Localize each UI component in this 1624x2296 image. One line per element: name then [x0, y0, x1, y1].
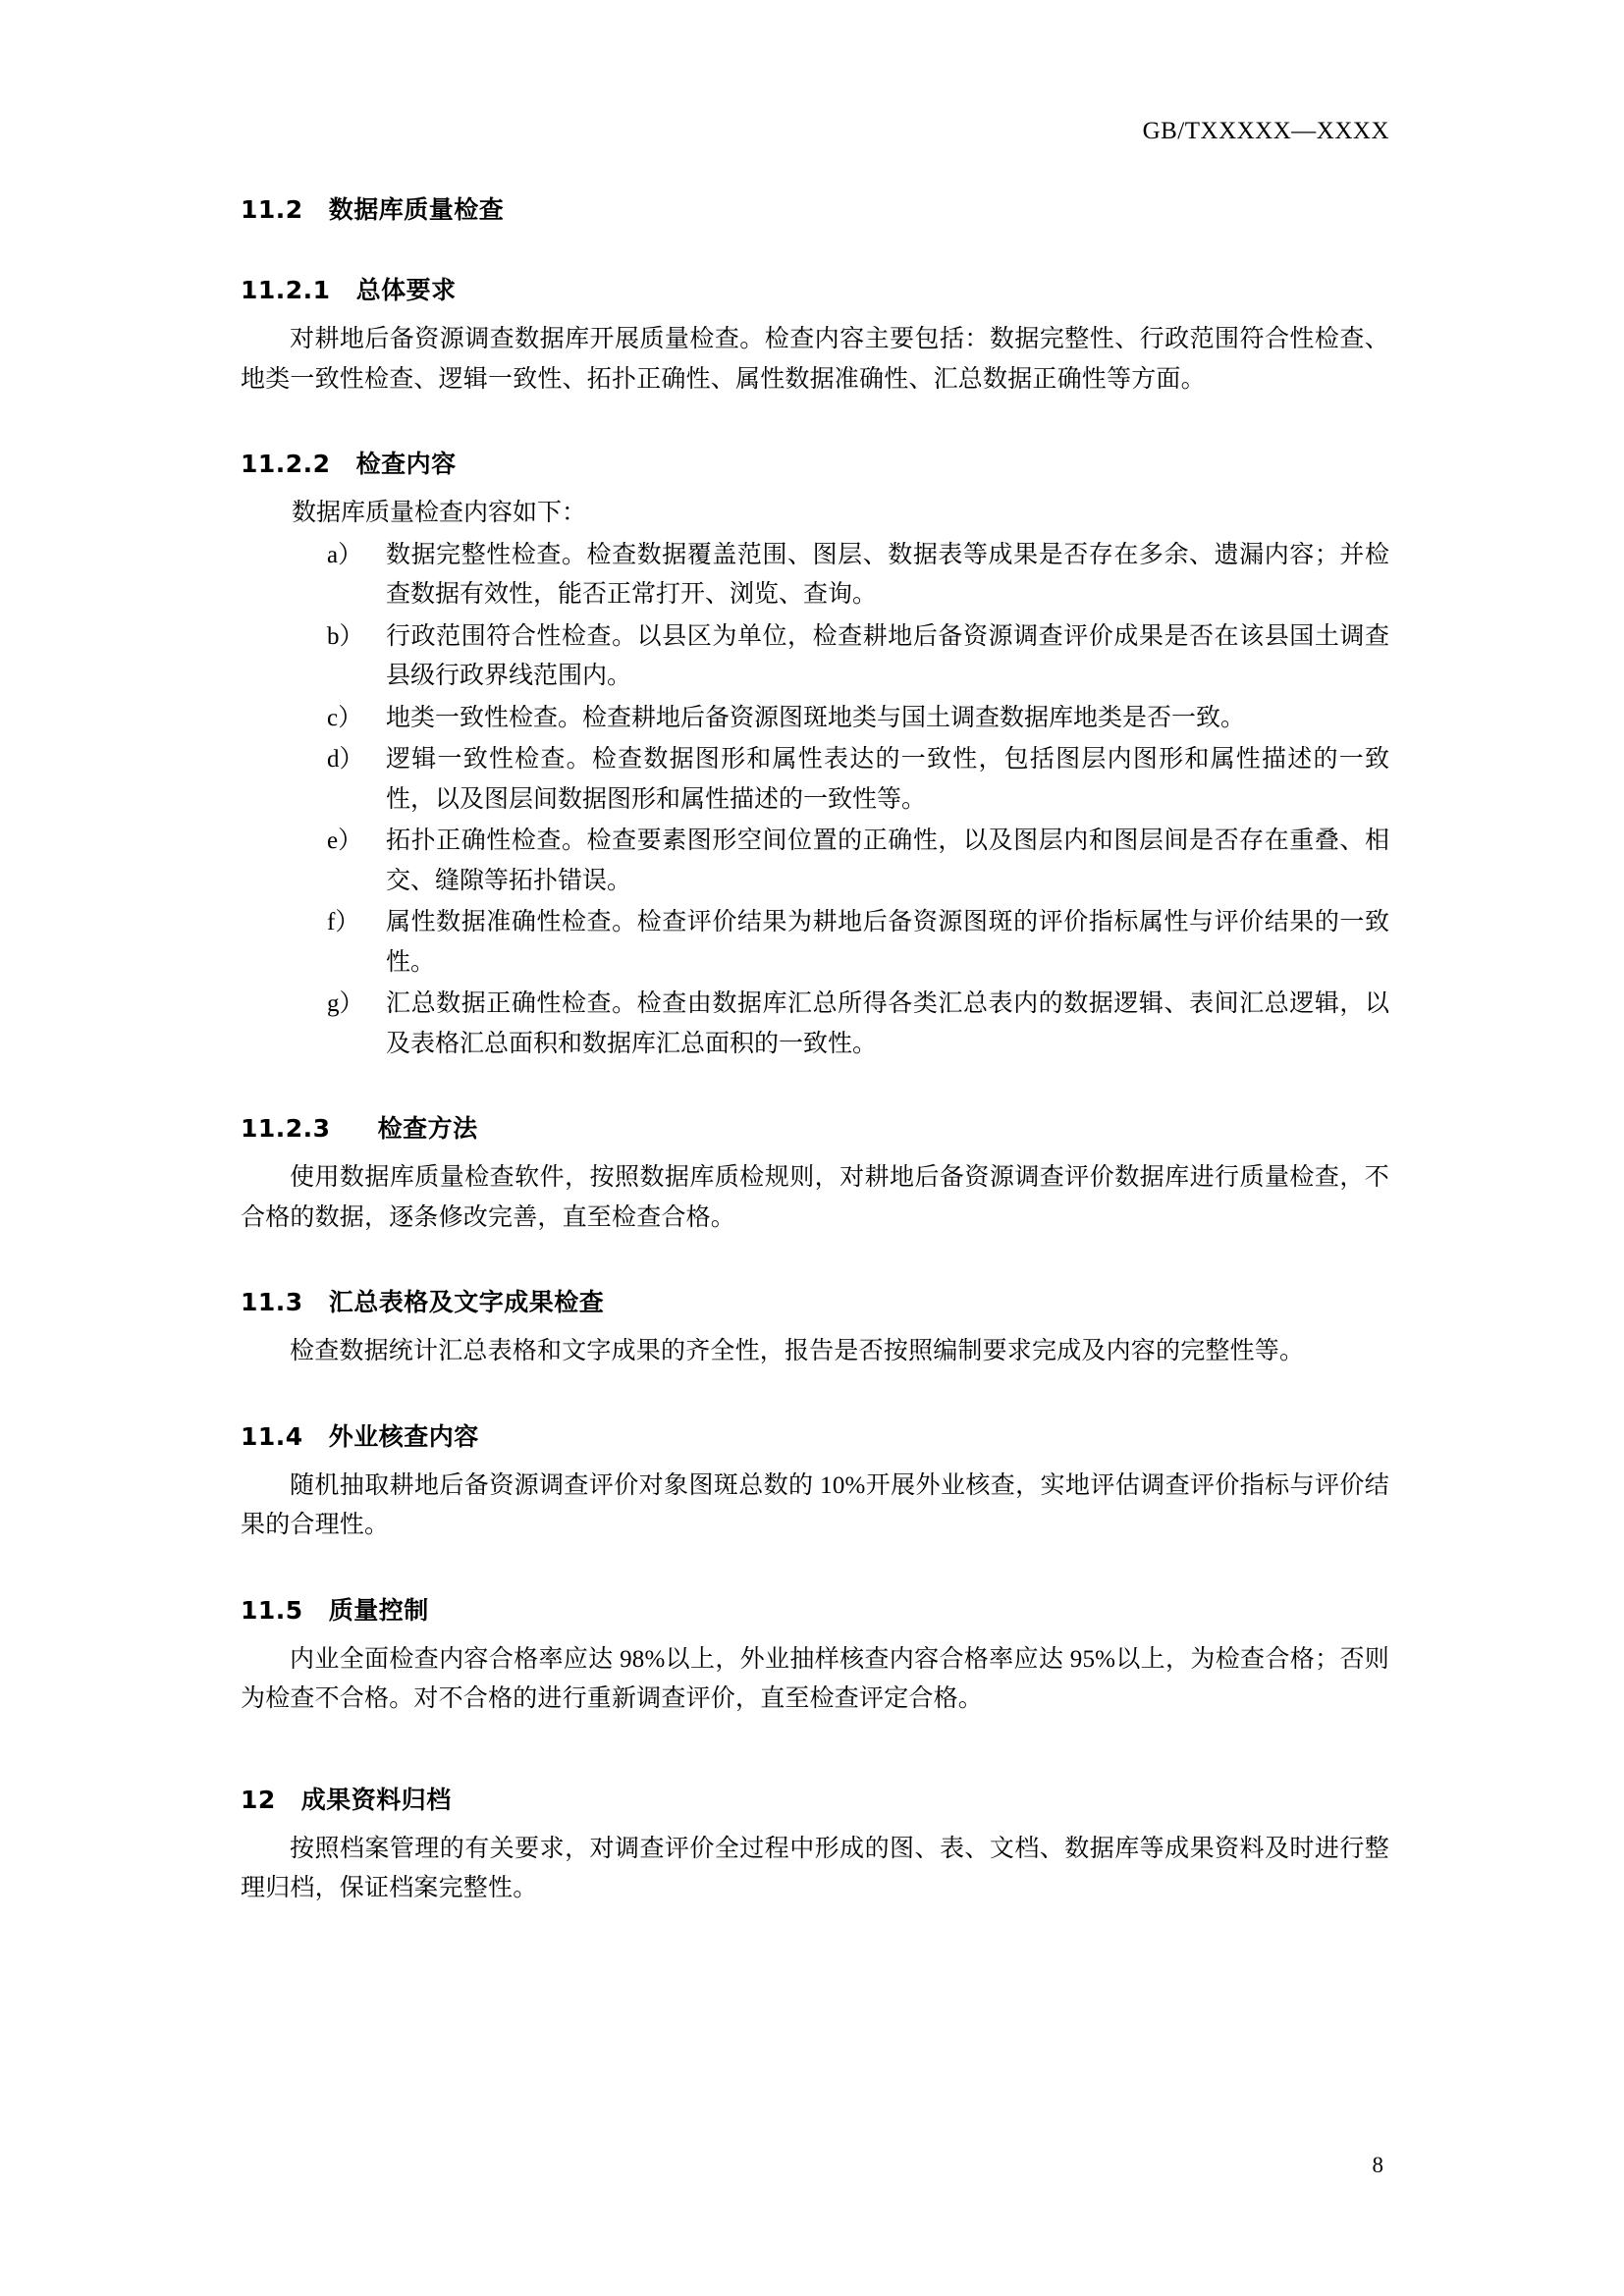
list-lead-11-2-2: 数据库质量检查内容如下： — [292, 500, 587, 526]
heading-11-2 — [241, 190, 1389, 226]
page-content — [241, 0, 1389, 1909]
heading-11-3-number: 11.3 — [241, 1288, 303, 1316]
list-item-text: 属性数据准确性检查。检查评价结果为耕地后备资源图斑的评价指标属性与评价结果的一致性。 — [386, 909, 1389, 976]
list-11-2-2 — [241, 536, 1389, 1065]
heading-11-2-2-title: 检查内容 — [355, 450, 457, 478]
heading-11-3-title: 汇总表格及文字成果检查 — [328, 1288, 605, 1316]
list-item-marker: g） — [327, 990, 364, 1017]
list-item — [241, 822, 1389, 901]
paragraph-11-3: 检查数据统计汇总表格和文字成果的齐全性，报告是否按照编制要求完成及内容的完整性等。 — [290, 1338, 1305, 1364]
list-item-marker: e） — [327, 828, 363, 854]
list-item — [241, 536, 1389, 615]
heading-11-5-title: 质量控制 — [328, 1595, 429, 1625]
list-item-text: 汇总数据正确性检查。检查由数据库汇总所得各类汇总表内的数据逻辑、表间汇总逻辑，以及表格汇总面积和数据库汇总面积的一致性。 — [386, 990, 1389, 1057]
list-item-marker: b） — [327, 622, 364, 650]
paragraph-11-4: 随机抽取耕地后备资源调查评价对象图斑总数的 10%开展外业核查，实地评估调查评价指标与评价结果的合理性。 — [241, 1471, 1389, 1538]
heading-11-2-1-number: 11.2.1 — [241, 276, 331, 304]
list-item — [241, 617, 1389, 697]
heading-12-title: 成果资料归档 — [300, 1785, 452, 1814]
paragraph-11-2-1: 对耕地后备资源调查数据库开展质量检查。检查内容主要包括：数据完整性、行政范围符合性检查、地类一致性检查、逻辑一致性、拓扑正确性、属性数据准确性、汇总数据正确性等方面。 — [241, 326, 1389, 393]
paragraph-11-5: 内业全面检查内容合格率应达 98%以上，外业抽样核查内容合格率应达 95%以上，为检查合格；否则为检查不合格。对不合格的进行重新调查评价，直至检查评定合格。 — [241, 1645, 1389, 1712]
heading-11-3 — [241, 1283, 1389, 1318]
heading-11-4 — [241, 1417, 1389, 1453]
list-item-text: 逻辑一致性检查。检查数据图形和属性表达的一致性，包括图层内图形和属性描述的一致性，以及图层间数据图形和属性描述的一致性等。 — [386, 746, 1389, 813]
paragraph-12: 按照档案管理的有关要求，对调查评价全过程中形成的图、表、文档、数据库等成果资料及时进行整理归档，保证档案完整性。 — [241, 1835, 1389, 1901]
heading-11-2-3-title: 检查方法 — [377, 1114, 478, 1143]
heading-11-2-1-title: 总体要求 — [355, 276, 457, 304]
list-item — [241, 985, 1389, 1064]
heading-11-4-title: 外业核查内容 — [328, 1421, 479, 1451]
list-item-marker: d） — [327, 746, 364, 773]
page-number: 8 — [1372, 2153, 1383, 2177]
heading-12 — [241, 1781, 1389, 1816]
heading-12-number: 12 — [241, 1785, 276, 1814]
list-item-marker: c） — [327, 704, 363, 731]
list-item — [241, 740, 1389, 820]
heading-11-2-2 — [241, 445, 1389, 480]
list-item-marker: f） — [327, 909, 360, 935]
heading-11-5-number: 11.5 — [241, 1595, 303, 1625]
heading-11-2-1 — [241, 271, 1389, 306]
standard-code: GB/TXXXXX—XXXX — [1142, 118, 1389, 144]
heading-11-2-title: 数据库质量检查 — [328, 195, 505, 224]
list-item — [241, 903, 1389, 983]
page-header — [241, 118, 1389, 145]
list-item-text: 拓扑正确性检查。检查要素图形空间位置的正确性，以及图层内和图层间是否存在重叠、相交、缝隙等拓扑错误。 — [386, 828, 1389, 894]
list-item-text: 地类一致性检查。检查耕地后备资源图斑地类与国土调查数据库地类是否一致。 — [386, 704, 1246, 731]
list-item — [241, 699, 1389, 739]
list-item-marker: a） — [327, 541, 363, 568]
paragraph-11-2-3: 使用数据库质量检查软件，按照数据库质检规则，对耕地后备资源调查评价数据库进行质量检查，不合格的数据，逐条修改完善，直至检查合格。 — [241, 1164, 1389, 1231]
heading-11-2-2-number: 11.2.2 — [241, 450, 331, 478]
heading-11-4-number: 11.4 — [241, 1421, 303, 1451]
heading-11-2-3-number: 11.2.3 — [241, 1114, 331, 1143]
heading-11-5 — [241, 1591, 1389, 1627]
list-item-text: 行政范围符合性检查。以县区为单位，检查耕地后备资源调查评价成果是否在该县国土调查县级行政界线范围内。 — [386, 622, 1389, 689]
list-item-text: 数据完整性检查。检查数据覆盖范围、图层、数据表等成果是否存在多余、遗漏内容；并检查数据有效性，能否正常打开、浏览、查询。 — [386, 541, 1389, 608]
heading-11-2-number: 11.2 — [241, 195, 303, 224]
heading-11-2-3 — [241, 1109, 1389, 1145]
